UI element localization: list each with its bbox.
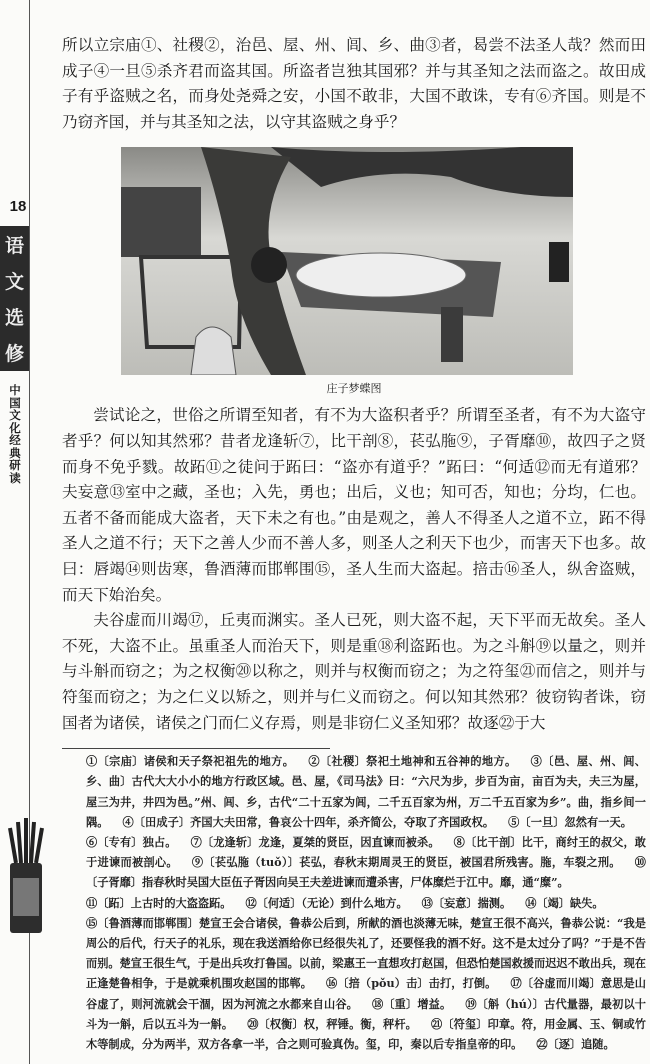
subtitle-char: 典 bbox=[9, 445, 21, 460]
footnote: ③〔邑、屋、州、闾、乡、曲〕古代大大小小的地方行政区域。邑、屋，《司马法》曰：“六尺为步，步百为亩，亩百为夫，夫三为屋，屋三为井，井四为邑。”州、闾、乡，古代“二十五家为闾，二千五百家为州，万二千五百家为乡”。曲，指乡间一隅。 bbox=[86, 754, 646, 829]
paragraph: 尝试论之，世俗之所谓至知者，有不为大盗积者乎？所谓至圣者，有不为大盗守者乎？何以知其然邪？昔者龙逢斩⑦，比干剖⑧，苌弘胣⑨，子胥靡⑩，故四子之贤而身不免乎戮。故跖⑪之徒问于跖曰：“盗亦有道乎？”跖曰：“何适⑫而无有道邪？夫妄意⑬室中之藏，圣也；入先，勇也；出后，义也；知可否，知也；分均，仁也。五者不备而能成大盗者，天下未之有也。”由是观之，善人不得圣人之道不立，跖不得圣人之道不行；天下之善人少而不善人多，则圣人之利天下也少，而害天下也多。故曰：唇竭⑭则齿寒，鲁酒薄而邯郸围⑮，圣人生而大盗起。掊击⑯圣人，纵舍盗贼，而天下始治矣。 bbox=[62, 406, 646, 604]
subtitle-char: 读 bbox=[9, 470, 21, 485]
footnote: ⑱〔重〕增益。 bbox=[371, 996, 452, 1011]
footnote: ⑫〔何适〕（无论）到什么地方。 bbox=[245, 895, 408, 910]
series-char: 选 bbox=[4, 307, 24, 330]
footnote: ⑦〔龙逢斩〕龙逢，夏桀的贤臣，因直谏而被杀。 bbox=[190, 834, 440, 849]
subtitle-char: 国 bbox=[9, 395, 21, 410]
subtitle-char: 中 bbox=[9, 383, 21, 397]
footnote: ⑪〔跖〕上古时的大盗盗跖。 bbox=[86, 895, 232, 910]
paragraph: 夫谷虚而川竭⑰，丘夷而渊实。圣人已死，则大盗不起，天下平而无故矣。圣人不死，大盗不止。虽重圣人而治天下，则是重⑱利盗跖也。为之斗斛⑲以量之，则并与斗斛而窃之；为之权衡⑳以称之，则并与权衡而窃之；为之符玺㉑而信之，则并与符玺而窃之；为之仁义以矫之，则并与仁义而窃之。何以知其然邪？彼窃钩者诛，窃国者为诸侯，诸侯之门而仁义存焉，则是非窃仁义圣知邪？故逐㉒于大 bbox=[62, 611, 646, 732]
footnote: ⑬〔妄意〕揣测。 bbox=[421, 895, 512, 910]
footnotes bbox=[86, 751, 646, 1054]
footnote: ①〔宗庙〕诸侯和天子祭祀祖先的地方。 bbox=[86, 754, 295, 769]
footnote: ⑯〔掊（pǒu）击〕击打，打倒。 bbox=[326, 976, 497, 991]
footnote-divider bbox=[62, 748, 330, 749]
footnote: ⑲〔斛（hú）〕古代量器，最初以十斗为一斛，后以五斗为一斛。 bbox=[86, 996, 646, 1031]
subtitle-char: 文 bbox=[9, 408, 21, 422]
footnote: ⑧〔比干剖〕比干，商纣王的叔父，敢于进谏而被剖心。 bbox=[86, 834, 646, 870]
footnote: ⑭〔竭〕缺失。 bbox=[525, 895, 604, 910]
footnote: ⑨〔苌弘胣（tuǒ）〕苌弘，春秋末期周灵王的贤臣，被国君所残害。胣，车裂之刑。 bbox=[191, 855, 621, 870]
footnote: ⑮〔鲁酒薄而邯郸围〕楚宣王会合诸侯，鲁恭公后到，所献的酒也淡薄无味，楚宣王很不高兴，鲁恭公说：“我是周公的后代，行天子的礼乐，现在我送酒给你已经很失礼了，还要怪我的酒不好。这不是太过分了吗？”于是不告而别。楚宣王很生气，于是出兵攻打鲁国。以前，梁惠王一直想攻打赵国，但恐怕楚国救援而迟迟不敢出兵，现在正逢楚鲁相争，于是就乘机围攻赵国的邯郸。 bbox=[86, 915, 646, 991]
series-char: 语 bbox=[4, 234, 24, 257]
subtitle-char: 经 bbox=[9, 433, 21, 447]
series-char: 文 bbox=[4, 270, 24, 293]
series-title-block bbox=[0, 226, 29, 371]
subtitle-char: 化 bbox=[9, 420, 21, 435]
page-number: 18 bbox=[9, 198, 27, 215]
footnote: ⑳〔权衡〕权，秤锤。衡，秤杆。 bbox=[247, 1016, 418, 1031]
body-text-top bbox=[62, 33, 646, 135]
footnote: ⑩〔子胥靡〕指春秋时吴国大臣伍子胥因向吴王夫差进谏而遭杀害，尸体糜烂于江中。靡，通“糜”。 bbox=[86, 855, 646, 890]
main-column bbox=[62, 0, 646, 1064]
footnote: ㉑〔符玺〕印章。符，用金属、玉、铜或竹木等制成，分为两半，双方各拿一半，合之则可验真伪。玺，印，秦以后专指皇帝的印。 bbox=[86, 1016, 646, 1051]
footnote: ②〔社稷〕祭祀土地神和五谷神的地方。 bbox=[308, 754, 517, 769]
book-subtitle bbox=[2, 384, 28, 484]
brush-pot-icon bbox=[4, 818, 48, 936]
zhuangzi-dream-painting bbox=[121, 147, 573, 375]
figure-caption: 庄子梦蝶图 bbox=[326, 383, 382, 396]
footnote: ④〔田成子〕齐国大夫田常，鲁哀公十四年，杀齐简公，夺取了齐国政权。 bbox=[122, 814, 495, 829]
footnote: ⑥〔专有〕独占。 bbox=[86, 834, 177, 849]
footnote: ㉒〔逐〕追随。 bbox=[536, 1036, 615, 1051]
subtitle-char: 研 bbox=[9, 458, 21, 472]
paragraph: 所以立宗庙①、社稷②，治邑、屋、州、闾、乡、曲③者，曷尝不法圣人哉？然而田成子④一旦⑤杀齐君而盗其国。所盗者岂独其国邪？并与其圣知之法而盗之。故田成子有乎盗贼之名，而身处尧舜之安，小国不敢非，大国不敢诛，专有⑥齐国。则是不乃窃齐国，并与其圣知之法，以守其盗贼之身乎？ bbox=[62, 36, 646, 131]
footnote: ⑰〔谷虚而川竭〕意思是山谷虚了，则河流就会干涸，因为河流之水都来自山谷。 bbox=[86, 976, 646, 1011]
body-text-bottom bbox=[62, 403, 646, 736]
footnote: ⑤〔一旦〕忽然有一天。 bbox=[508, 814, 632, 829]
series-char: 修 bbox=[4, 343, 24, 366]
